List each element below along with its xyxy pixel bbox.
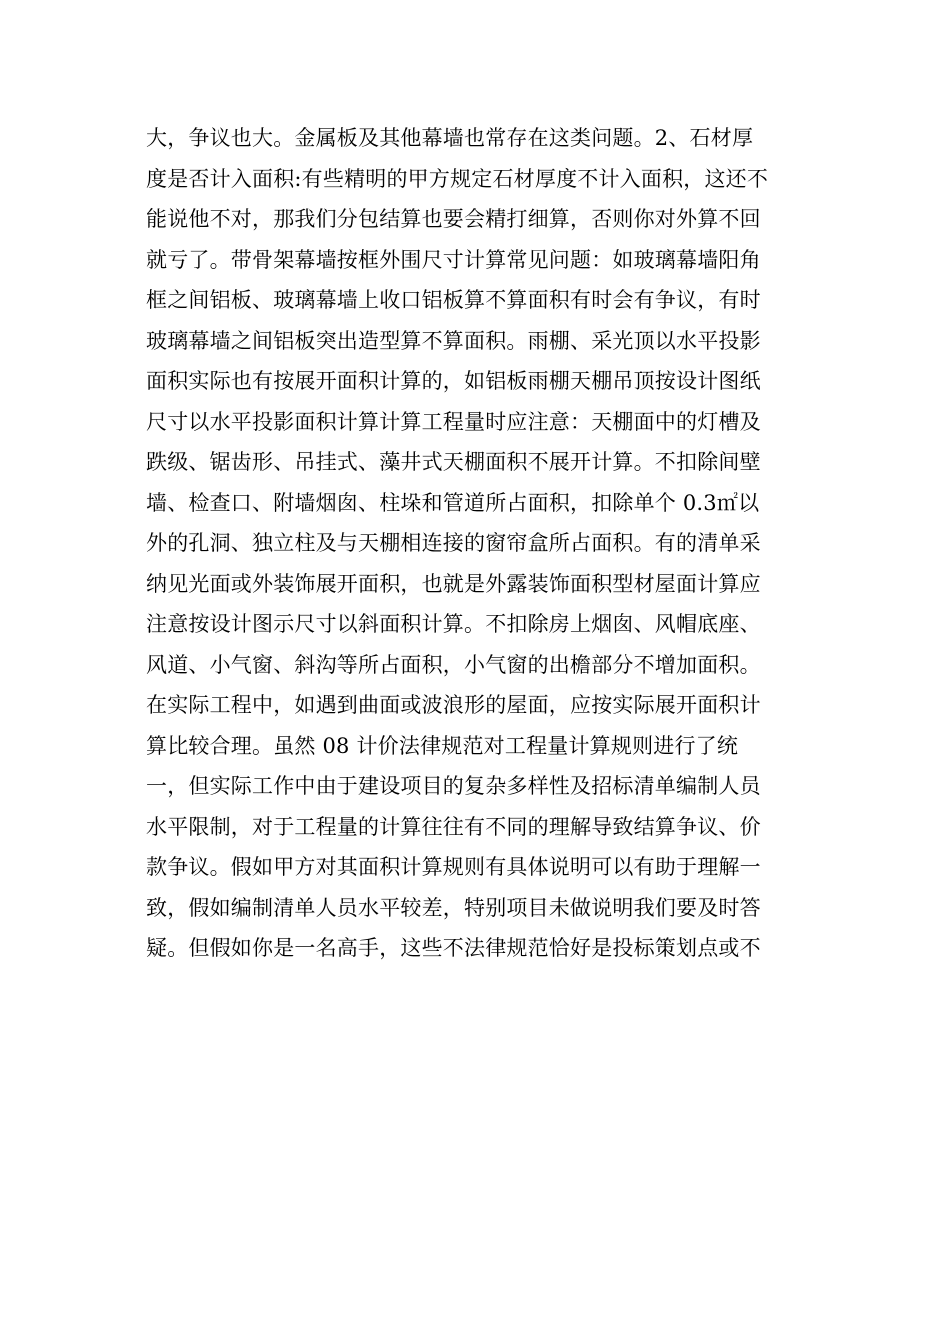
text-line: 墙、检查口、附墙烟囱、柱垛和管道所占面积，扣除单个 0.3㎡以 [146,490,760,515]
body-text [146,118,806,969]
text-line: 水平限制，对于工程量的计算往往有不同的理解导致结算争议、价 [146,814,761,839]
text-line: 一，但实际工作中由于建设项目的复杂多样性及招标清单编制人员 [146,774,761,798]
text-line: 就亏了。带骨架幕墙按框外围尺寸计算常见问题：如玻璃幕墙阳角 [146,247,761,272]
text-line: 尺寸以水平投影面积计算计算工程量时应注意：天棚面中的灯槽及 [146,409,761,434]
text-line: 能说他不对，那我们分包结算也要会精打细算，否则你对外算不回 [146,207,761,231]
text-line: 注意按设计图示尺寸以斜面积计算。不扣除房上烟囱、风帽底座、 [146,612,761,636]
text-line: 致，假如编制清单人员水平较差，特别项目未做说明我们要及时答 [146,895,761,920]
text-line: 外的孔洞、独立柱及与天棚相连接的窗帘盒所占面积。有的清单采 [146,531,761,555]
text-line: 疑。但假如你是一名高手，这些不法律规范恰好是投标策划点或不 [146,936,761,960]
text-line: 面积实际也有按展开面积计算的，如铝板雨棚天棚吊顶按设计图纸 [146,369,761,393]
text-line: 款争议。假如甲方对其面积计算规则有具体说明可以有助于理解一 [146,855,761,879]
text-line: 在实际工程中，如遇到曲面或波浪形的屋面，应按实际展开面积计 [146,693,761,717]
text-line: 跌级、锯齿形、吊挂式、藻井式天棚面积不展开计算。不扣除间壁 [146,450,761,474]
text-line: 风道、小气窗、斜沟等所占面积，小气窗的出檐部分不增加面积。 [146,652,761,677]
text-line: 算比较合理。虽然 08 计价法律规范对工程量计算规则进行了统 [146,733,739,758]
text-line: 玻璃幕墙之间铝板突出造型算不算面积。雨棚、采光顶以水平投影 [146,328,761,353]
text-line: 框之间铝板、玻璃幕墙上收口铝板算不算面积有时会有争议，有时 [146,288,761,312]
text-line: 大，争议也大。金属板及其他幕墙也常存在这类问题。2、石材厚 [146,126,754,150]
text-line: 纳见光面或外装饰展开面积，也就是外露装饰面积型材屋面计算应 [146,571,761,596]
text-line: 度是否计入面积:有些精明的甲方规定石材厚度不计入面积，这还不 [146,166,769,191]
